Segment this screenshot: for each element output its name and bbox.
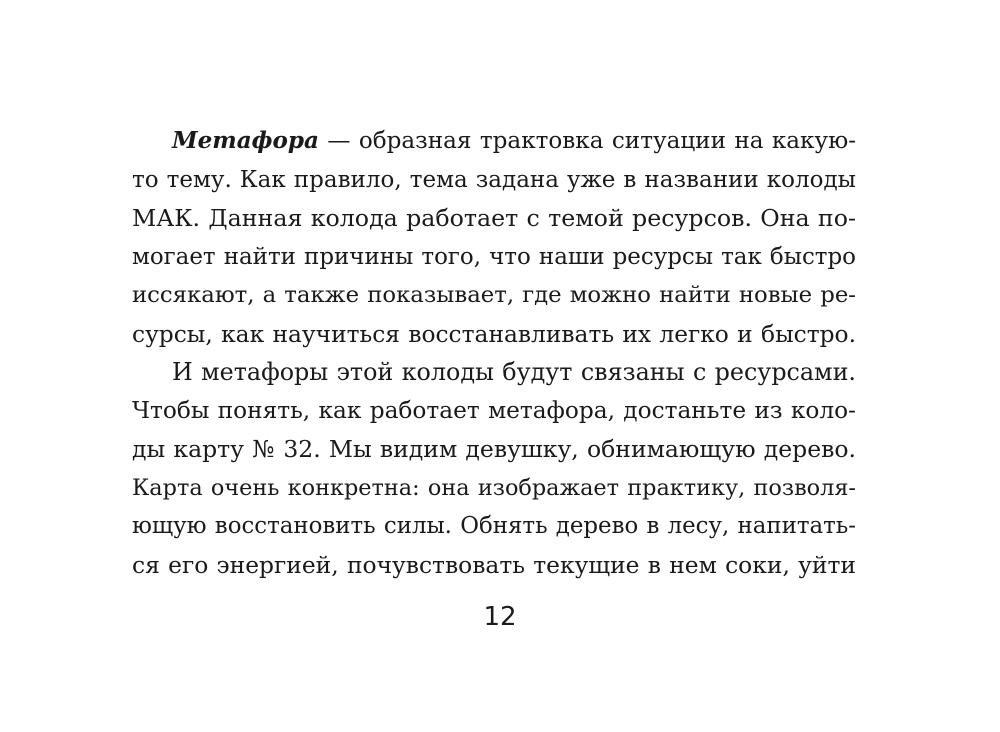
body-text [132, 122, 856, 584]
text-line: И метафоры этой колоды будут связаны с ресурсами. [172, 358, 856, 386]
text-line: то тему. Как правило, тема задана уже в названии колоды [132, 166, 856, 193]
page-number: 12 [483, 602, 517, 632]
text-line: ся его энергией, почувствовать текущие в нем соки, уйти [132, 550, 856, 579]
text-line: иссякают, а также показывает, где можно найти новые ре- [132, 282, 856, 308]
text-line: сурсы, как научиться восстанавливать их легко и быстро. [132, 319, 856, 348]
text-line: могает найти причины того, что наши ресурсы так быстро [132, 243, 856, 270]
text-line: Карта очень конкретна: она изображает практику, позволя- [132, 474, 856, 501]
text-line: МАК. Данная колода работает с темой ресурсов. Она по- [132, 204, 856, 232]
term-definition: — образная трактовка ситуации на какую- [319, 128, 856, 154]
term-metaphor: Метафора [172, 127, 319, 154]
text-line: ды карту № 32. Мы видим девушку, обнимающую дерево. [132, 435, 856, 463]
text-line: ющую восстановить силы. Обнять дерево в лесу, напитать- [132, 513, 856, 539]
text-line: Чтобы понять, как работает метафора, достаньте из коло- [132, 396, 856, 424]
text-line [132, 122, 856, 161]
